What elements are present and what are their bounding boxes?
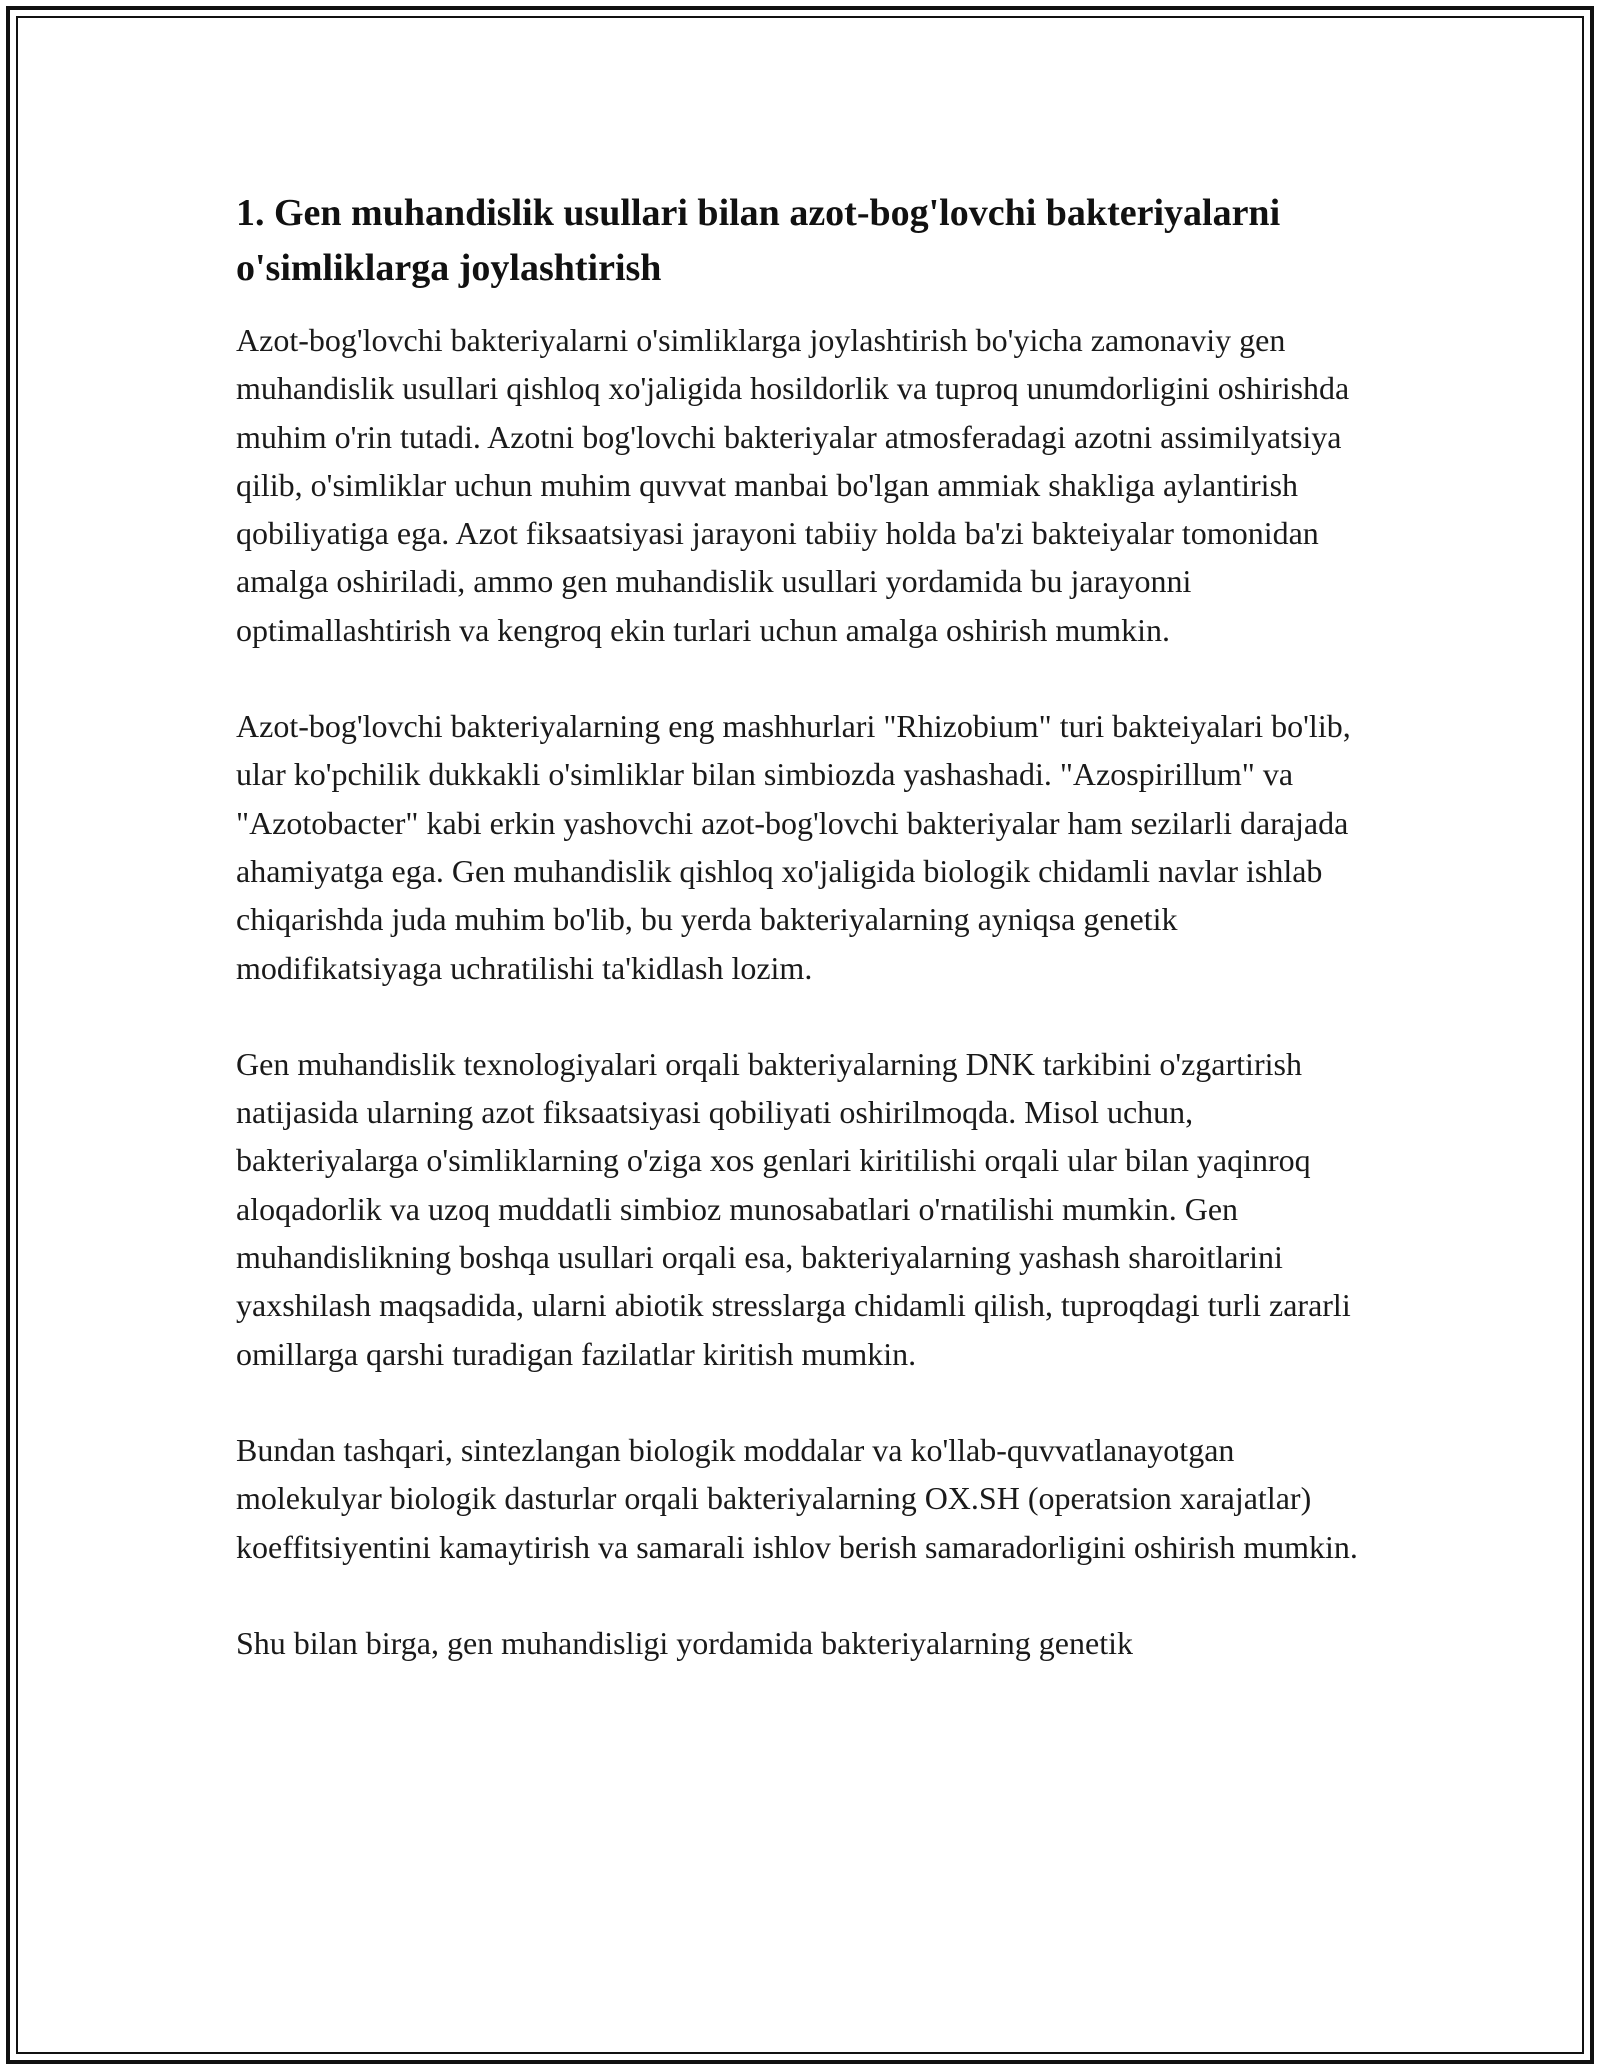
section-heading: 1. Gen muhandislik usullari bilan azot-bog'lovchi bakteriyalarni o'simliklarga joylashtirish xyxy=(236,192,1281,289)
paragraph-3: Gen muhandislik texnologiyalari orqali bakteriyalarning DNK tarkibini o'zgartirish natijasida ularning azot fiksaatsiyasi qobiliyati oshirilmoqda. Misol uchun, bakteriyalarga o'simliklarning o'ziga xos genlari kiritilishi orqali ular bilan yaqinroq aloqadorlik va uzoq muddatli simbioz munosabatlari o'rnatilishi mumkin. Gen muhandislikning boshqa usullari orqali esa, bakteriyalarning yashash sharoitlarini yaxshilash maqsadida, ularni abiotik stresslarga chidamli qilish, tuproqdagi turli zararli omillarga qarshi turadigan fazilatlar kiritish mumkin. xyxy=(236,1045,1351,1372)
paragraph-5: Shu bilan birga, gen muhandisligi yordamida bakteriyalarning genetik xyxy=(236,1624,1133,1661)
paragraph-1: Azot-bog'lovchi bakteriyalarni o'simliklarga joylashtirish bo'yicha zamonaviy gen muhandislik usullari qishloq xo'jaligida hosildorlik va tuproq unumdorligini oshirishda muhim o'rin tutadi. Azotni bog'lovchi bakteriyalar atmosferadagi azotni assimilyatsiya qilib, o'simliklar uchun muhim quvvat manbai bo'lgan ammiak shakliga aylantirish qobiliyatiga ega. Azot fiksaatsiyasi jarayoni tabiiy holda ba'zi bakteiyalar tomonidan amalga oshiriladi, ammo gen muhandislik usullari yordamida bu jarayonni optimallashtirish va kengroq ekin turlari uchun amalga oshirish mumkin. xyxy=(236,322,1350,648)
paragraph-4: Bundan tashqari, sintezlangan biologik moddalar va ko'llab-quvvatlanayotgan molekulyar biologik dasturlar orqali bakteriyalarning OX.SH (operatsion xarajatlar) koeffitsiyentini kamaytirish va samarali ishlov berish samaradorligini oshirish mumkin. xyxy=(236,1431,1358,1565)
paragraph-2: Azot-bog'lovchi bakteriyalarning eng mashhurlari "Rhizobium" turi bakteiyalari bo'lib, ular ko'pchilik dukkakli o'simliklar bilan simbiozda yashashadi. "Azospirillum" va "Azotobacter" kabi erkin yashovchi azot-bog'lovchi bakteriyalar ham sezilarli darajada ahamiyatga ega. Gen muhandislik qishloq xo'jaligida biologik chidamli navlar ishlab chiqarishda juda muhim bo'lib, bu yerda bakteriyalarning ayniqsa genetik modifikatsiyaga uchratilishi ta'kidlash lozim. xyxy=(236,708,1351,986)
document-body xyxy=(236,186,1376,1715)
